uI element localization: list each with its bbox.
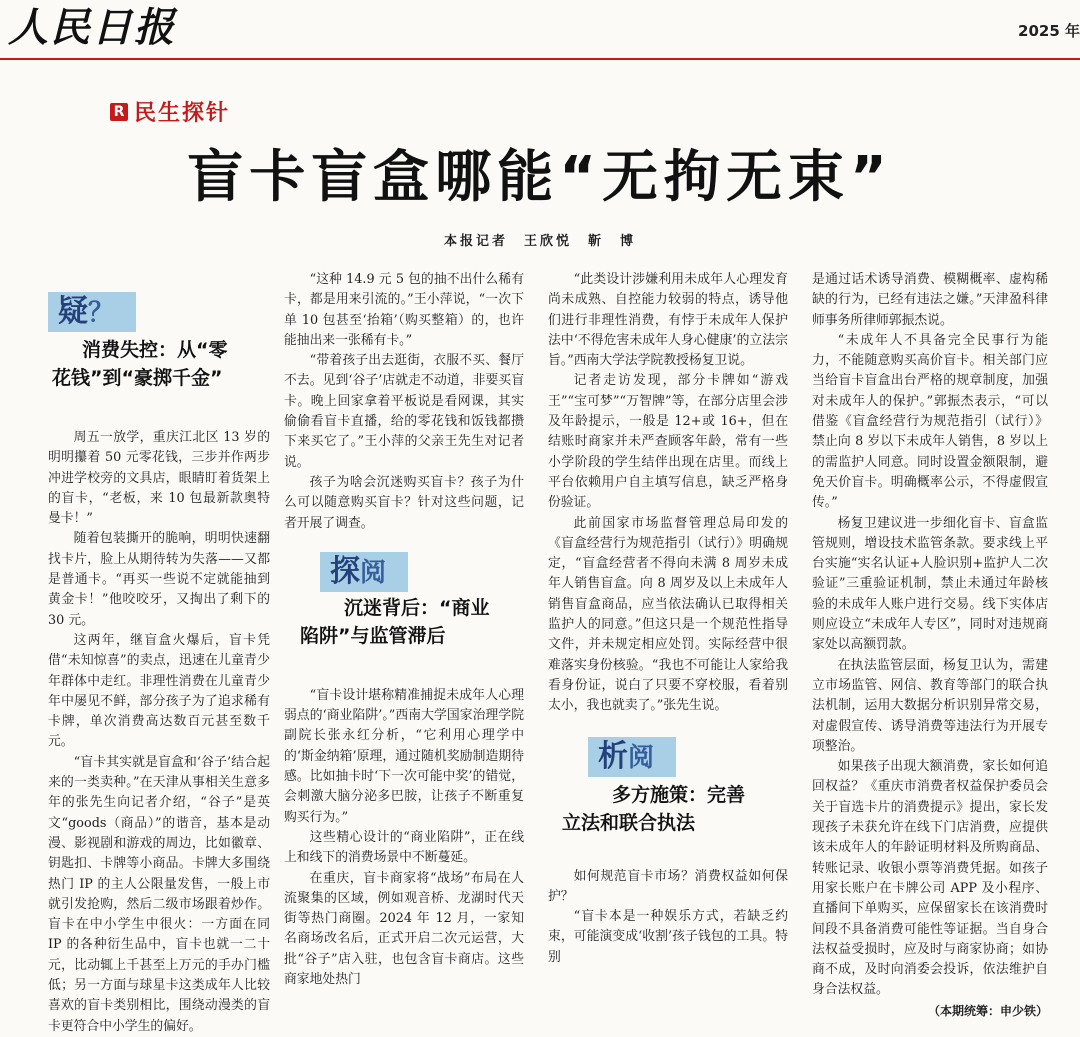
- paragraph: 如何规范盲卡市场？消费权益如何保护？: [548, 868, 788, 904]
- column-4: [812, 270, 1048, 1021]
- paragraph: “盲卡设计堪称精准捕捉未成年人心理弱点的‘商业陷阱’。”西南大学国家治理学院副院长张永红分析，“它利用心理学中的‘斯金纳箱’原理，通过随机奖励制造期待感。比如抽卡时‘下一次可能中奖’的错觉，会刺激大脑分泌多巴胺，让孩子不断重复购买行为。”: [284, 687, 524, 825]
- section-xi: [562, 737, 788, 837]
- column-2: [284, 270, 524, 990]
- paragraph: 如果孩子出现大额消费，家长如何追回权益？《重庆市消费者权益保护委员会关于盲选卡片的消费提示》提出，家长发现孩子未获允许在线下门店消费，应提供该未成年人的年龄证明材料及所购商品、转账记录、收银小票等消费凭据。如孩子用家长账户在卡牌公司 APP 及小程序、直播间下单购买，应保留家长在该消费时间段不具备消费可能性等证据。当自身合法权益受损时，应及时与商家协商；如协商不成，及时向消委会投诉，依法维护自身合法权益。: [812, 759, 1048, 998]
- paragraph: 是通过话术诱导消费、模糊概率、虚构稀缺的行为，已经有违法之嫌。”天津盈科律师事务所律师郭振杰说。: [812, 272, 1048, 328]
- paragraph: “此类设计涉嫌利用未成年人心理发育尚未成熟、自控能力较弱的特点，诱导他们进行非理性消费，有悖于未成年人保护法中‘不得危害未成年人身心健康’的立法宗旨。”西南大学法学院教授杨复卫说。: [548, 272, 788, 369]
- section-mark-tan: 探阅: [320, 552, 408, 592]
- paragraph: 记者走访发现，部分卡牌如“游戏王”“宝可梦”“万智牌”等，在部分店里会涉及年龄提示，一般是 12+或 16+，但在结账时商家并未严查顾客年龄，常有一些小学阶段的学生结伴出现在店里。而线上平台依赖用户自主填写信息，缺乏严格身份验证。: [548, 373, 788, 511]
- editor-credit: （本期统筹：申少铁）: [927, 1003, 1048, 1018]
- paragraph: 周五一放学，重庆江北区 13 岁的明明攥着 50 元零花钱，三步并作两步冲进学校旁的文具店，眼睛盯着货架上的盲卡，“老板，来 10 包最新款奥特曼卡！”: [48, 430, 270, 527]
- section-title-xi-2: 立法和联合执法: [562, 811, 696, 834]
- section-tan: [300, 552, 524, 650]
- section-mark-xi: 析阅: [588, 737, 676, 777]
- section-title-yi-2: 花钱”到“豪掷千金”: [52, 367, 223, 389]
- paragraph: 杨复卫建议进一步细化盲卡、盲盒监管规则，增设技术监管条款。要求线上平台实施“实名认证+人脸识别+监护人二次验证”三重验证机制，禁止未通过年龄核验的未成年人账户进行交易。线下实体店则应设立“未成年人专区”，同时对违规商家处以高额罚款。: [812, 515, 1048, 653]
- masthead: [0, 0, 1080, 60]
- r-badge-icon: R: [110, 103, 128, 121]
- section-title-xi: 多方施策：完善: [612, 783, 746, 806]
- paragraph: 这些精心设计的“商业陷阱”，正在线上和线下的消费场景中不断蔓延。: [284, 829, 524, 866]
- column-kicker: [110, 96, 230, 127]
- paragraph: “盲卡本是一种娱乐方式，若缺乏约束，可能演变成‘收割’孩子钱包的工具。特别: [548, 909, 788, 965]
- paragraph: 在重庆，盲卡商家将“战场”布局在人流聚集的区域，例如观音桥、龙湖时代天街等热门商圈。2024 年 12 月，一家知名商场改名后，正式开启二次元运营，大批“谷子”店入驻，也包含盲卡商店。这些商家地处热门: [284, 870, 524, 988]
- paragraph: “未成年人不具备完全民事行为能力，不能随意购买高价盲卡。相关部门应当给盲卡盲盒出台严格的规章制度，加强对未成年人的保护。”郭振杰表示，“可以借鉴《盲盒经营行为规范指引（试行）》禁止向 8 岁以下未成年人销售，8 岁以上的需监护人同意。同时设置金额限制，避免天价盲卡。明确概率公示，不得虚假宣传。”: [812, 332, 1048, 511]
- paragraph: 此前国家市场监督管理总局印发的《盲盒经营行为规范指引（试行）》明确规定，“盲盒经营者不得向未满 8 周岁未成年人销售盲盒。向 8 周岁及以上未成年人销售盲盒商品，应当依法确认已取得相关监护人的同意。”但这只是一个规范性指导文件，并未规定相应处罚。实际经营中很难落实身份核验。“我也不可能让人家给我看身份证，说白了只要不穿校服，看着别太小，我也就卖了。”张先生说。: [548, 515, 788, 714]
- column-1: [48, 270, 270, 1037]
- section-title-yi: 消费失控：从“零: [82, 339, 228, 361]
- headline: 盲卡盲盒哪能“无拘无束”: [187, 145, 893, 210]
- paragraph: “带着孩子出去逛街，衣服不买、餐厅不去。见到‘谷子’店就走不动道，非要买盲卡。晚上回家拿着平板说是看网课，其实偷偷看盲卡直播，给的零花钱和饭钱都攒下来买它了。”王小萍的父亲王先生对记者说。: [284, 353, 524, 470]
- section-yi: [48, 292, 270, 392]
- section-title-tan: 沉迷背后：“商业: [344, 596, 490, 619]
- paragraph: 这两年，继盲盒火爆后，盲卡凭借“未知惊喜”的卖点，迅速在儿童青少年群体中走红。非理性消费在儿童青少年中屡见不鲜，部分孩子为了追求稀有卡牌，单次消费高达数百元甚至数千元。: [48, 632, 270, 750]
- byline: 本报记者 王欣悦 靳 博: [443, 234, 636, 249]
- paragraph: “这种 14.9 元 5 包的抽不出什么稀有卡，都是用来引流的。”王小萍说，“一次下单 10 包甚至‘抬箱’（购买整箱）的，也许能抽出来一张稀有卡。”: [284, 272, 524, 348]
- column-label: 民生探针: [134, 101, 231, 126]
- paragraph: 随着包装撕开的脆响，明明快速翻找卡片，脸上从期待转为失落——又都是普通卡。“再买一些说不定就能抽到黄金卡！”他咬咬牙，又掏出了剩下的 30 元。: [48, 531, 270, 628]
- column-3: [548, 270, 788, 968]
- newspaper-logo: 人民日报: [8, 4, 176, 51]
- paragraph: 孩子为啥会沉迷购买盲卡？孩子为什么可以随意购买盲卡？针对这些问题，记者开展了调查。: [284, 474, 524, 531]
- section-mark-yi: 疑？: [48, 292, 136, 332]
- paragraph: 在执法监管层面，杨复卫认为，需建立市场监管、网信、教育等部门的联合执法机制，运用大数据分析识别异常交易，对虚假宣传、诱导消费等违法行为开展专项整治。: [812, 657, 1048, 754]
- issue-year: 2025 年: [1018, 22, 1080, 40]
- paragraph: “盲卡其实就是盲盒和‘谷子’结合起来的一类卖种。”在天津从事相关生意多年的张先生向记者介绍，“谷子”是英文“goods（商品）”的谐音，基本是动漫、影视剧和游戏的周边，比如徽章、钥匙扣、卡牌等小商品。卡牌大多围绕热门 IP 的主人公限量发售，一般上市就引发抢购，然后二级市场跟着炒作。盲卡在中小学生中很火：一方面在同 IP 的各种衍生品中，盲卡也就一二十元，比动辄上千甚至上万元的手办门槛低；另一方面与球星卡这类成年人比较喜欢的盲卡类别相比，围绕动漫类的盲卡更符合中小学生的偏好。: [48, 754, 270, 1034]
- section-title-tan-2: 陷阱”与监管滞后: [300, 624, 446, 647]
